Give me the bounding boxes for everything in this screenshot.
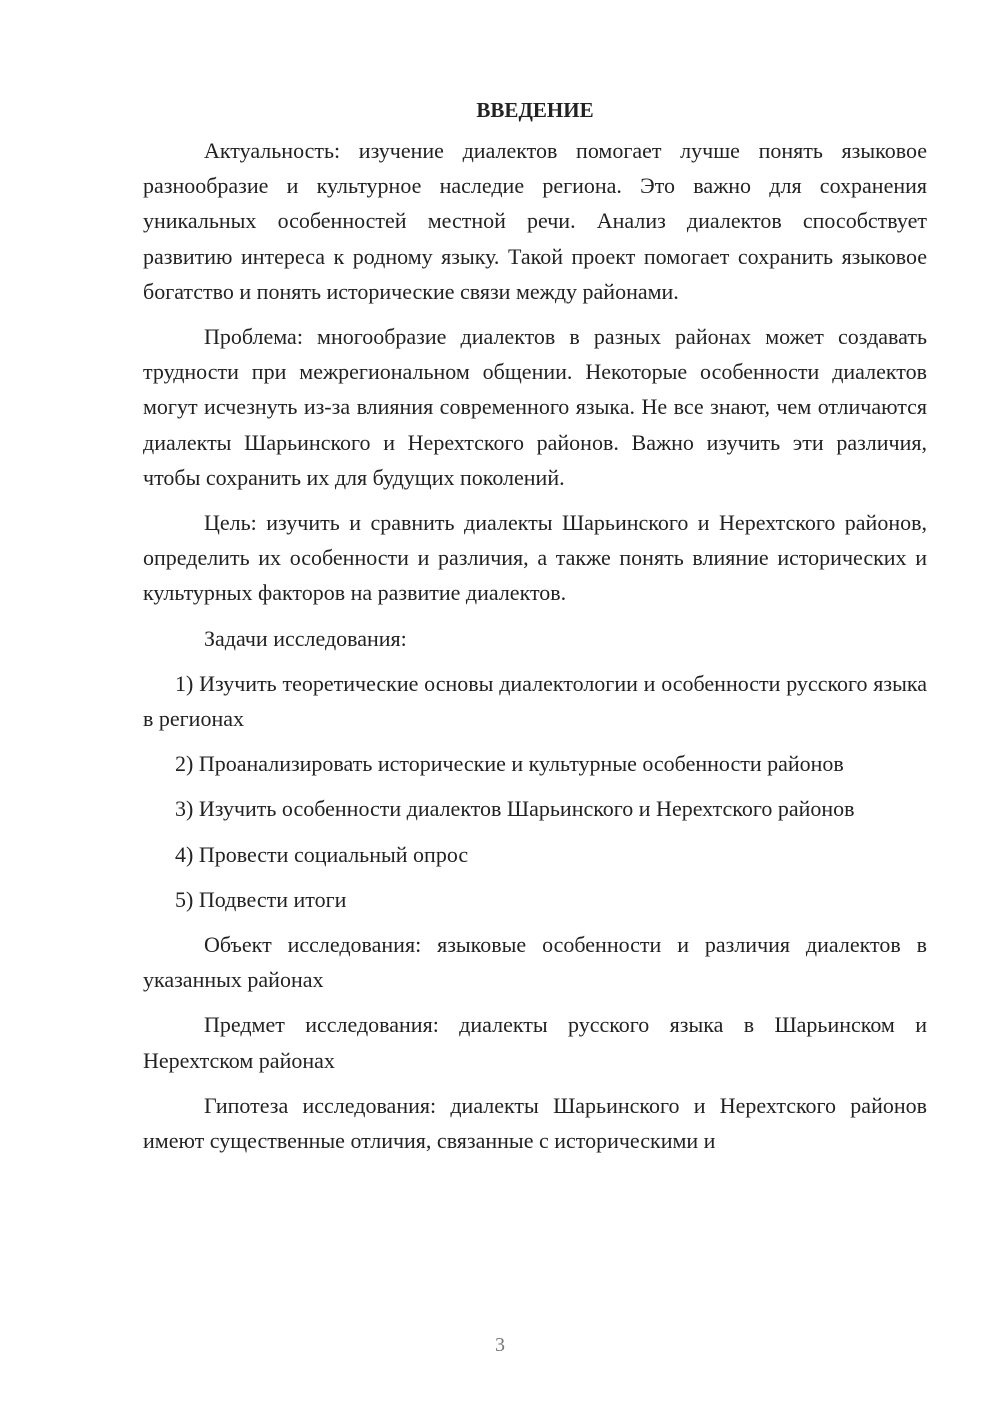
tasks-heading: Задачи исследования: [204, 625, 407, 651]
hypothesis-paragraph: Гипотеза исследования: диалекты Шарьинского и Нерехтского районов имеют существенные отличия, связанные с историческими и [143, 1092, 927, 1154]
task-item: 5) Подвести итоги [175, 886, 347, 912]
object-paragraph: Объект исследования: языковые особенности и различия диалектов в указанных районах [143, 932, 927, 993]
task-item: 2) Проанализировать исторические и культурные особенности районов [175, 751, 844, 777]
document-page [143, 95, 927, 1168]
page-number: 3 [495, 1334, 505, 1356]
problem-paragraph: Проблема: многообразие диалектов в разных районах может создавать трудности при межрегиональном общении. Некоторые особенности диалектов могут исчезнуть из-за влияния современного языка. Не все знают, чем отличаются диалекты Шарьинского и Нерехтского районов. Важно изучить эти различия, чтобы сохранить их для будущих поколений. [143, 324, 927, 490]
page-title: ВВЕДЕНИЕ [476, 98, 594, 122]
subject-paragraph: Предмет исследования: диалекты русского языка в Шарьинском и Нерехтском районах [143, 1012, 927, 1073]
task-item: 4) Провести социальный опрос [175, 841, 469, 867]
task-item: 3) Изучить особенности диалектов Шарьинского и Нерехтского районов [175, 796, 855, 822]
task-item: 1) Изучить теоретические основы диалектологии и особенности русского языка в регионах [143, 670, 927, 732]
goal-paragraph: Цель: изучить и сравнить диалекты Шарьинского и Нерехтского районов, определить их особенности и различия, а также понять влияние исторических и культурных факторов на развитие диалектов. [143, 510, 927, 606]
relevance-paragraph: Актуальность: изучение диалектов помогает лучше понять языковое разнообразие и культурное наследие региона. Это важно для сохранения уникальных особенностей местной речи. Анализ диалектов способствует развитию интереса к родному языку. Такой проект помогает сохранить языковое богатство и понять исторические связи между районами. [143, 138, 927, 304]
